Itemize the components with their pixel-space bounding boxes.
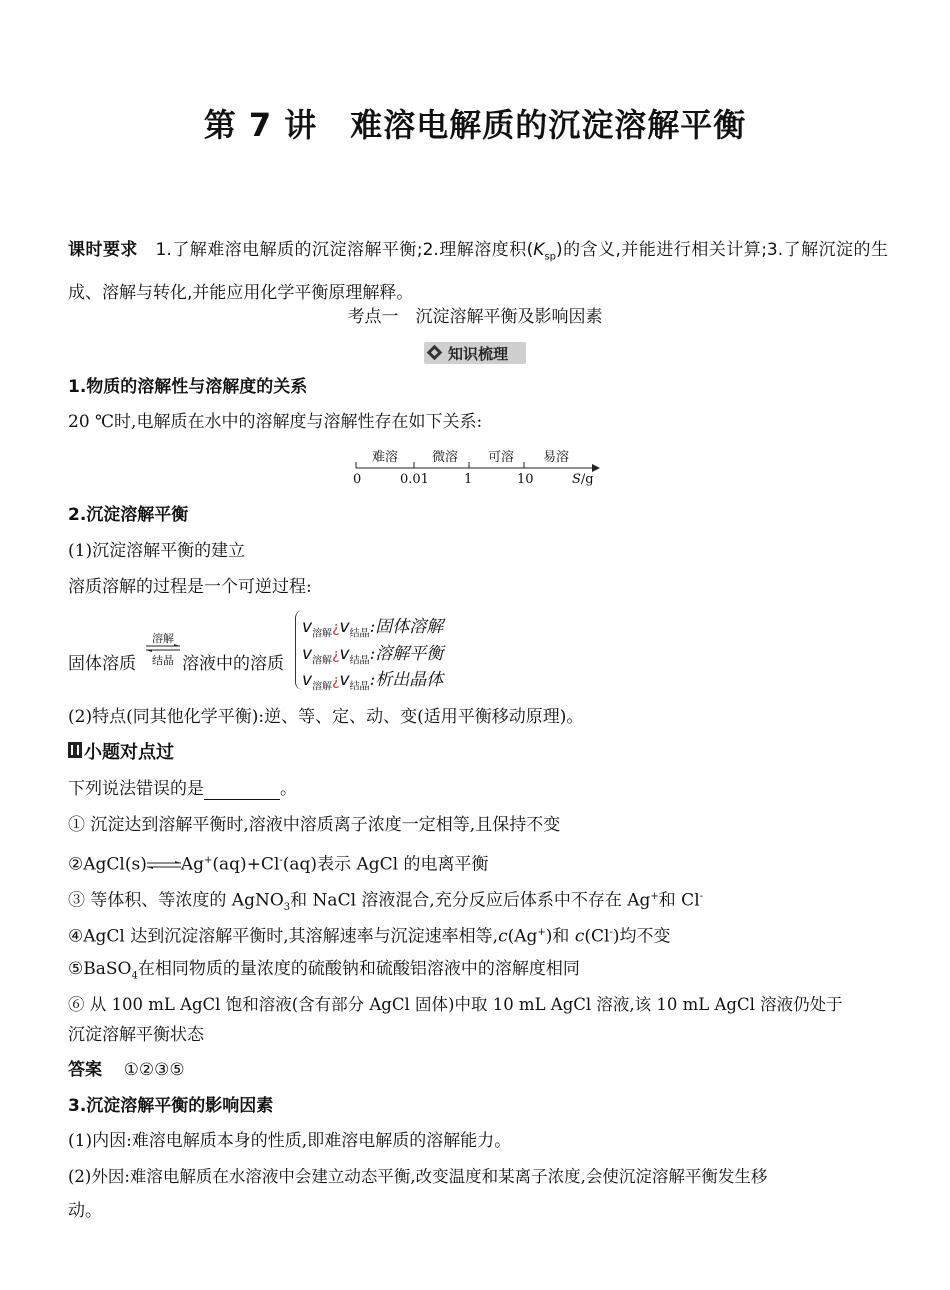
diamond-icon <box>427 345 443 361</box>
scale-label-easily: 易溶 <box>543 450 570 465</box>
scale-tick-1: 1 <box>464 472 473 487</box>
equilibrium-arrow-icon <box>147 860 181 870</box>
requirements-text-1: 1.了解难溶电解质的沉淀溶解平衡;2.理解溶度积( <box>155 240 534 260</box>
badge-label: 知识梳理 <box>448 345 509 363</box>
scale-label-slightly: 微溶 <box>432 450 459 465</box>
page-title: 第 7 讲 难溶电解质的沉淀溶解平衡 <box>203 106 747 144</box>
quiz-option-5: ⑤BaSO$_4$在相同物质的量浓度的硫酸钠和硫酸铝溶液中的溶解度相同 <box>68 959 580 982</box>
condition-line-3: $v_{溶解}¿v_{结晶}$:析出晶体 <box>302 670 444 693</box>
answer-blank <box>204 783 280 800</box>
requirements-label: 课时要求 <box>68 240 138 260</box>
item2-sub2: (2)特点(同其他化学平衡):逆、等、定、动、变(适用平衡移动原理)。 <box>68 707 584 727</box>
lesson-requirements <box>68 232 888 311</box>
item1-heading: 1.物质的溶解性与溶解度的关系 <box>68 377 308 397</box>
equilibrium-arrow-icon <box>146 644 180 652</box>
quiz-option-6a: ⑥ 从 100 mL AgCl 饱和溶液(含有部分 AgCl 固体)中取 10 mL AgCl 溶液,该 10 mL AgCl 溶液仍处于 <box>68 995 843 1014</box>
solution-solute: 溶液中的溶质 <box>182 654 284 674</box>
condition-line-1: $v_{溶解}¿v_{结晶}$:固体溶解 <box>302 617 444 640</box>
item3-p1: (1)内因:难溶电解质本身的性质,即难溶电解质的溶解能力。 <box>68 1131 512 1151</box>
item3-p2b: 动。 <box>68 1201 102 1221</box>
item2-sub1: (1)沉淀溶解平衡的建立 <box>68 541 246 561</box>
item1-desc: 20 ℃时,电解质在水中的溶解度与溶解性存在如下关系: <box>68 412 483 432</box>
quiz-option-4: ④AgCl 达到沉淀溶解平衡时,其溶解速率与沉淀速率相等,c(Ag+)和 c(Cl-)均不变 <box>68 926 671 947</box>
quiz-question: 下列说法错误的是 。 <box>68 779 297 799</box>
answer-label: 答案 <box>68 1060 102 1080</box>
condition-line-2: $v_{溶解}¿v_{结晶}$:溶解平衡 <box>302 644 444 667</box>
scale-label-soluble: 可溶 <box>488 450 515 465</box>
quiz-option-3: ③ 等体积、等浓度的 AgNO$_3$和 NaCl 溶液混合,充分反应后体系中不存在 Ag+和 Cl- <box>68 890 704 914</box>
quiz-answer <box>68 1059 185 1081</box>
arrow-label-crystallize: 结晶 <box>152 654 174 667</box>
scale-tick-001: 0.01 <box>400 472 429 487</box>
reversible-arrow <box>146 630 180 666</box>
requirements-text-2: )的含义,并能进行相关计算;3.了解沉淀的生成、溶解与转化,并能应用化学平衡原理解释。 <box>68 240 888 304</box>
scale-label-insoluble: 难溶 <box>372 450 399 465</box>
item3-p2a: (2)外因:难溶电解质在水溶液中会建立动态平衡,改变温度和某离子浓度,会使沉淀溶解平衡发生移 <box>68 1167 768 1186</box>
answer-value: ①②③⑤ <box>123 1060 185 1080</box>
item3-heading: 3.沉淀溶解平衡的影响因素 <box>68 1096 274 1116</box>
scale-axis <box>350 440 600 492</box>
scale-unit: S/g <box>572 472 594 487</box>
quiz-option-1: ① 沉淀达到溶解平衡时,溶液中溶质离子浓度一定相等,且保持不变 <box>68 815 561 835</box>
section-heading: 考点一 沉淀溶解平衡及影响因素 <box>347 307 603 327</box>
quiz-option-6b: 沉淀溶解平衡状态 <box>68 1025 204 1045</box>
item2-heading: 2.沉淀溶解平衡 <box>68 505 189 525</box>
knowledge-badge <box>424 342 526 364</box>
quiz-label: 小题对点过 <box>84 742 174 763</box>
item2-desc: 溶质溶解的过程是一个可逆过程: <box>68 577 312 597</box>
solubility-scale <box>350 440 600 492</box>
quiz-option-2: ②AgCl(s) Ag+(aq)+Cl-(aq)表示 AgCl 的电离平衡 <box>68 854 489 875</box>
scale-tick-0: 0 <box>353 472 362 487</box>
ksp-subscript: sp <box>544 251 557 263</box>
scale-tick-10: 10 <box>517 472 534 487</box>
arrow-label-dissolve: 溶解 <box>152 632 174 645</box>
solid-solute: 固体溶质 <box>68 654 136 674</box>
quiz-icon <box>68 742 82 758</box>
ksp-symbol: K <box>533 240 545 260</box>
